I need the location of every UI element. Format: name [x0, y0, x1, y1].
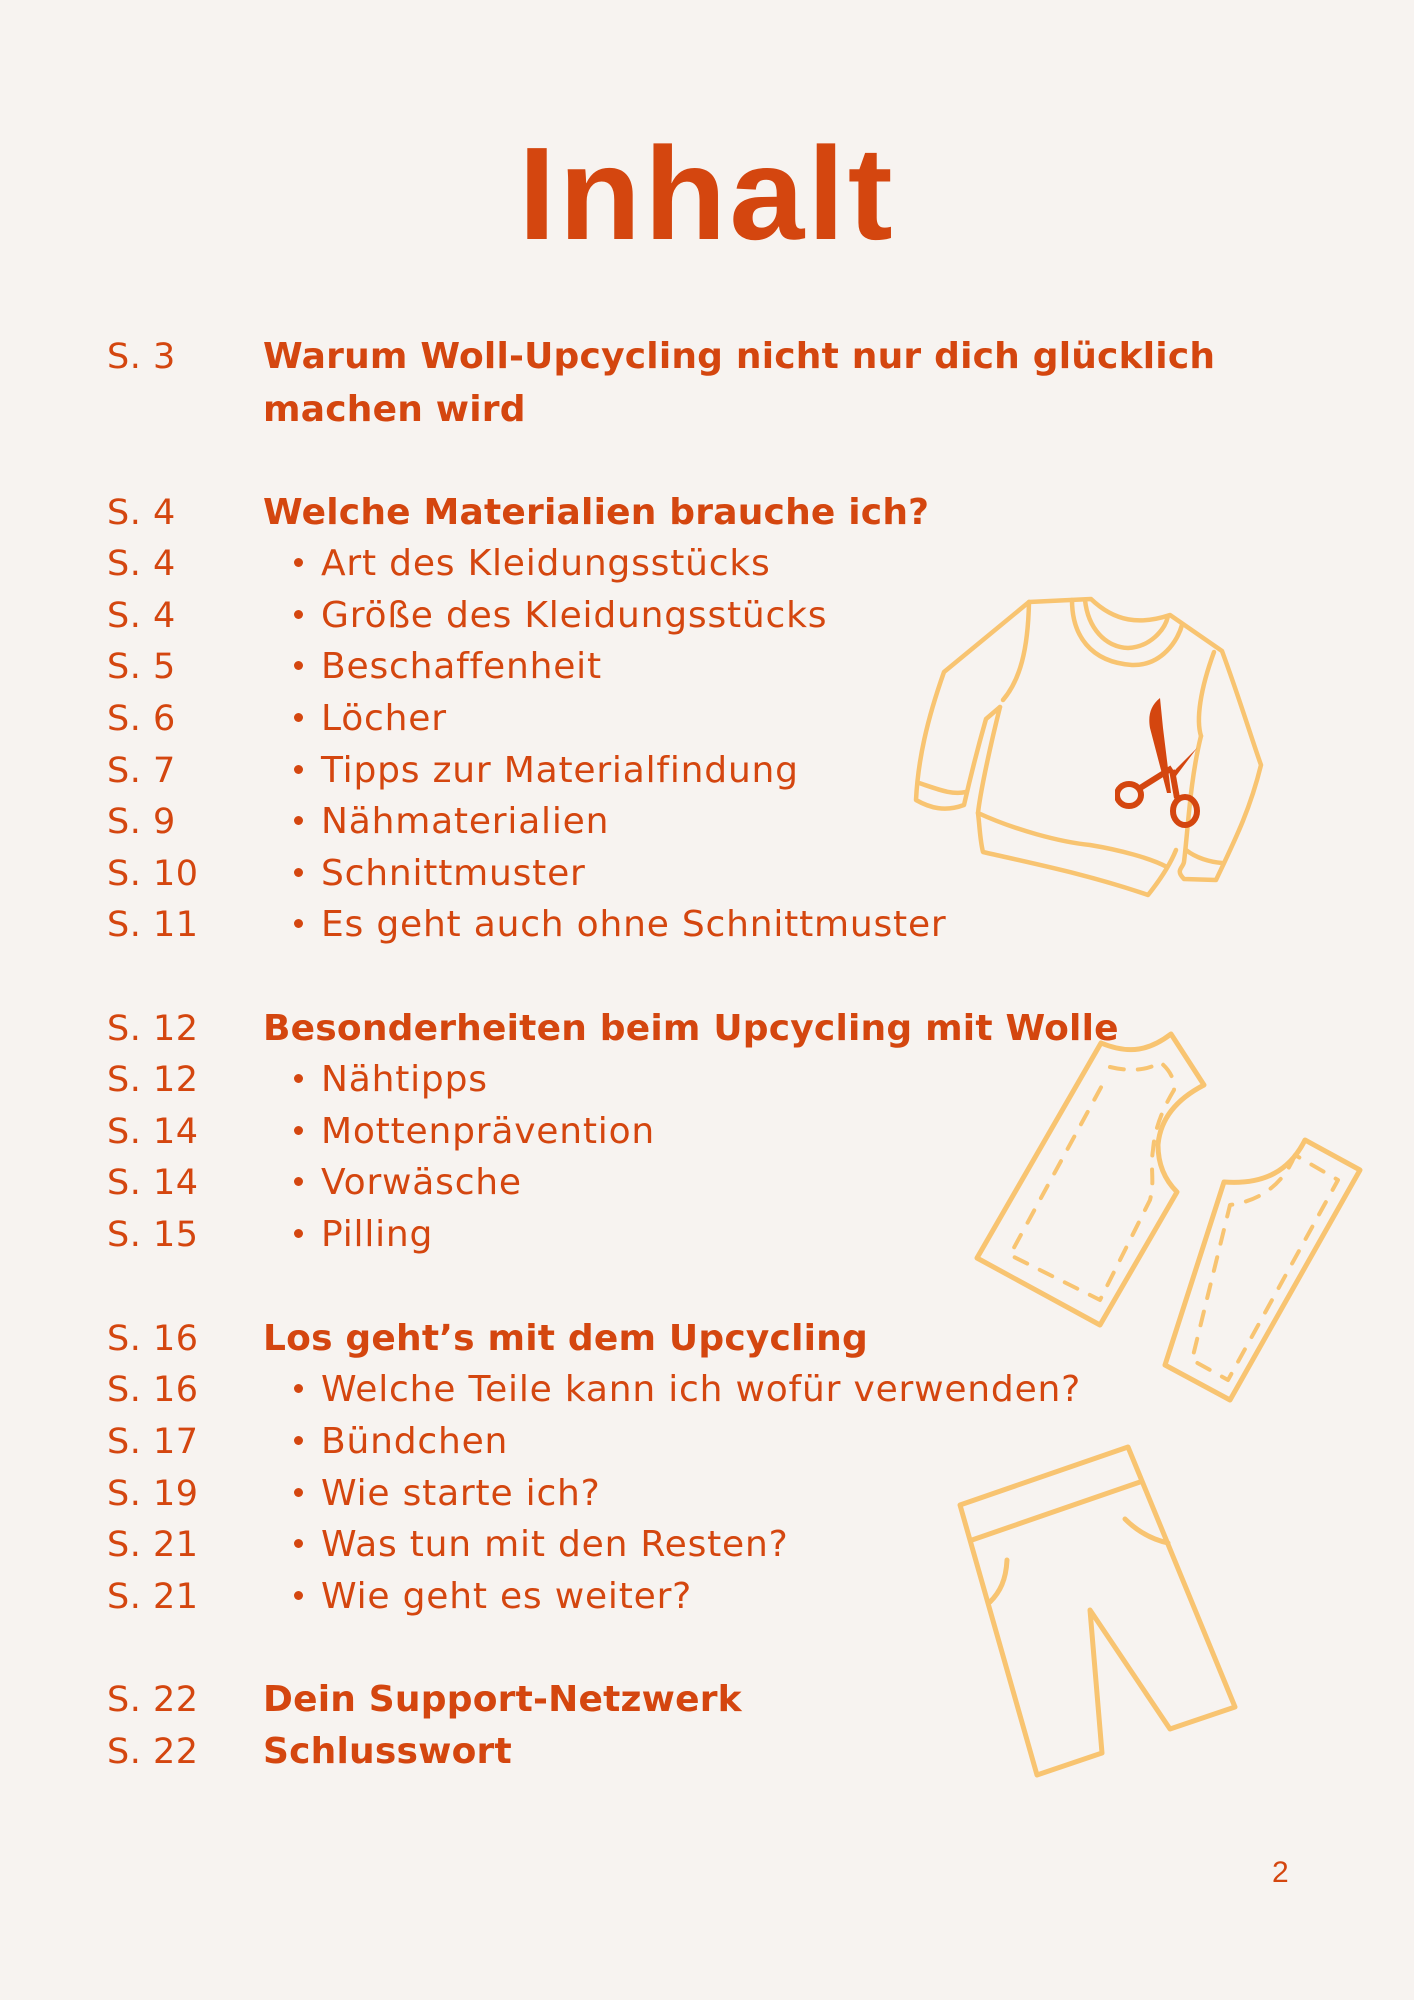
- toc-subitem: [290, 1054, 488, 1106]
- bullet-icon: [294, 1229, 303, 1238]
- toc-heading: machen wird: [263, 389, 526, 430]
- toc-subitem-label: Welche Teile kann ich wofür verwenden?: [321, 1369, 1082, 1410]
- toc-subitem: [290, 1571, 692, 1623]
- scissors-icon: [1115, 698, 1205, 833]
- toc-subitem: [290, 1416, 508, 1468]
- toc-subitem: [290, 745, 799, 797]
- toc-page-ref: S. 5: [107, 647, 176, 687]
- toc-page-ref: S. 10: [107, 854, 199, 894]
- toc-subitem-label: Nähtipps: [321, 1059, 488, 1100]
- toc-page-ref: S. 11: [107, 905, 199, 945]
- toc-subitem: [290, 693, 447, 745]
- toc-page-ref: S. 9: [107, 802, 176, 842]
- bullet-icon: [294, 713, 303, 722]
- page-number: 2: [1272, 1856, 1289, 1889]
- toc-subitem-label: Tipps zur Materialfindung: [321, 750, 799, 791]
- toc-page-ref: S. 17: [107, 1422, 199, 1462]
- sewing-pattern-pieces-icon: [960, 1020, 1380, 1420]
- bullet-icon: [294, 868, 303, 877]
- toc-subitem: [290, 796, 609, 848]
- toc-page-ref: S. 15: [107, 1215, 199, 1255]
- toc-subitem-label: Was tun mit den Resten?: [321, 1524, 789, 1565]
- toc-subitem: [290, 1519, 789, 1571]
- bullet-icon: [294, 610, 303, 619]
- bullet-icon: [294, 765, 303, 774]
- toc-subitem: [290, 1157, 522, 1209]
- toc-page-ref: S. 22: [107, 1732, 199, 1772]
- toc-subitem-label: Nähmaterialien: [321, 801, 610, 842]
- toc-subitem-label: Wie geht es weiter?: [321, 1576, 693, 1617]
- toc-page-ref: S. 4: [107, 493, 176, 533]
- toc-heading: Welche Materialien brauche ich?: [263, 492, 930, 533]
- bullet-icon: [294, 558, 303, 567]
- bullet-icon: [294, 1126, 303, 1135]
- toc-heading: Schlusswort: [263, 1731, 512, 1772]
- toc-subitem-label: Es geht auch ohne Schnittmuster: [321, 904, 947, 945]
- toc-subitem-label: Löcher: [321, 698, 447, 739]
- sweater-with-scissors-icon: [900, 580, 1280, 900]
- toc-heading: Dein Support-Netzwerk: [263, 1679, 742, 1720]
- toc-page-ref: S. 21: [107, 1577, 199, 1617]
- page-title: Inhalt: [518, 120, 896, 267]
- bullet-icon: [294, 919, 303, 928]
- bullet-icon: [294, 661, 303, 670]
- toc-subitem-label: Wie starte ich?: [321, 1473, 601, 1514]
- toc-page-ref: S. 21: [107, 1525, 199, 1565]
- toc-subitem: [290, 899, 947, 951]
- toc-row[interactable]: [0, 487, 1414, 539]
- toc-subitem: [290, 538, 771, 590]
- toc-page-ref: S. 16: [107, 1370, 199, 1410]
- pants-icon: [940, 1430, 1260, 1790]
- toc-page-ref: S. 4: [107, 596, 176, 636]
- toc-subitem: [290, 1106, 655, 1158]
- toc-row[interactable]: [0, 899, 1414, 951]
- toc-row-continuation[interactable]: [0, 384, 1414, 436]
- toc-heading: Los geht’s mit dem Upcycling: [263, 1318, 868, 1359]
- toc-page-ref: S. 12: [107, 1060, 199, 1100]
- bullet-icon: [294, 1074, 303, 1083]
- toc-subitem-label: Größe des Kleidungsstücks: [321, 595, 828, 636]
- toc-subitem-label: Vorwäsche: [321, 1162, 522, 1203]
- toc-subitem-label: Bündchen: [321, 1421, 509, 1462]
- toc-page-ref: S. 22: [107, 1680, 199, 1720]
- bullet-icon: [294, 1177, 303, 1186]
- toc-page-ref: S. 4: [107, 544, 176, 584]
- toc-subitem: [290, 848, 586, 900]
- toc-subitem-label: Mottenprävention: [321, 1111, 656, 1152]
- toc-subitem-label: Beschaffenheit: [321, 646, 602, 687]
- bullet-icon: [294, 1384, 303, 1393]
- toc-subitem-label: Art des Kleidungsstücks: [321, 543, 771, 584]
- toc-page-ref: S. 14: [107, 1163, 199, 1203]
- toc-page-ref: S. 19: [107, 1474, 199, 1514]
- toc-page-ref: S. 14: [107, 1112, 199, 1152]
- toc-subitem-label: Pilling: [321, 1214, 434, 1255]
- bullet-icon: [294, 1436, 303, 1445]
- bullet-icon: [294, 1539, 303, 1548]
- toc-page-ref: S. 6: [107, 699, 176, 739]
- bullet-icon: [294, 816, 303, 825]
- toc-subitem: [290, 590, 827, 642]
- toc-heading: Besonderheiten beim Upcycling mit Wolle: [263, 1008, 1119, 1049]
- toc-page-ref: S. 7: [107, 751, 176, 791]
- toc-subitem: [290, 641, 602, 693]
- toc-page-ref: S. 3: [107, 337, 176, 377]
- toc-row[interactable]: [0, 331, 1414, 383]
- toc-page-ref: S. 16: [107, 1319, 199, 1359]
- toc-page-ref: S. 12: [107, 1009, 199, 1049]
- toc-subitem: [290, 1209, 433, 1261]
- bullet-icon: [294, 1488, 303, 1497]
- toc-subitem: [290, 1468, 601, 1520]
- toc-subitem-label: Schnittmuster: [321, 853, 586, 894]
- bullet-icon: [294, 1591, 303, 1600]
- toc-heading: Warum Woll-Upcycling nicht nur dich glücklich: [263, 336, 1216, 377]
